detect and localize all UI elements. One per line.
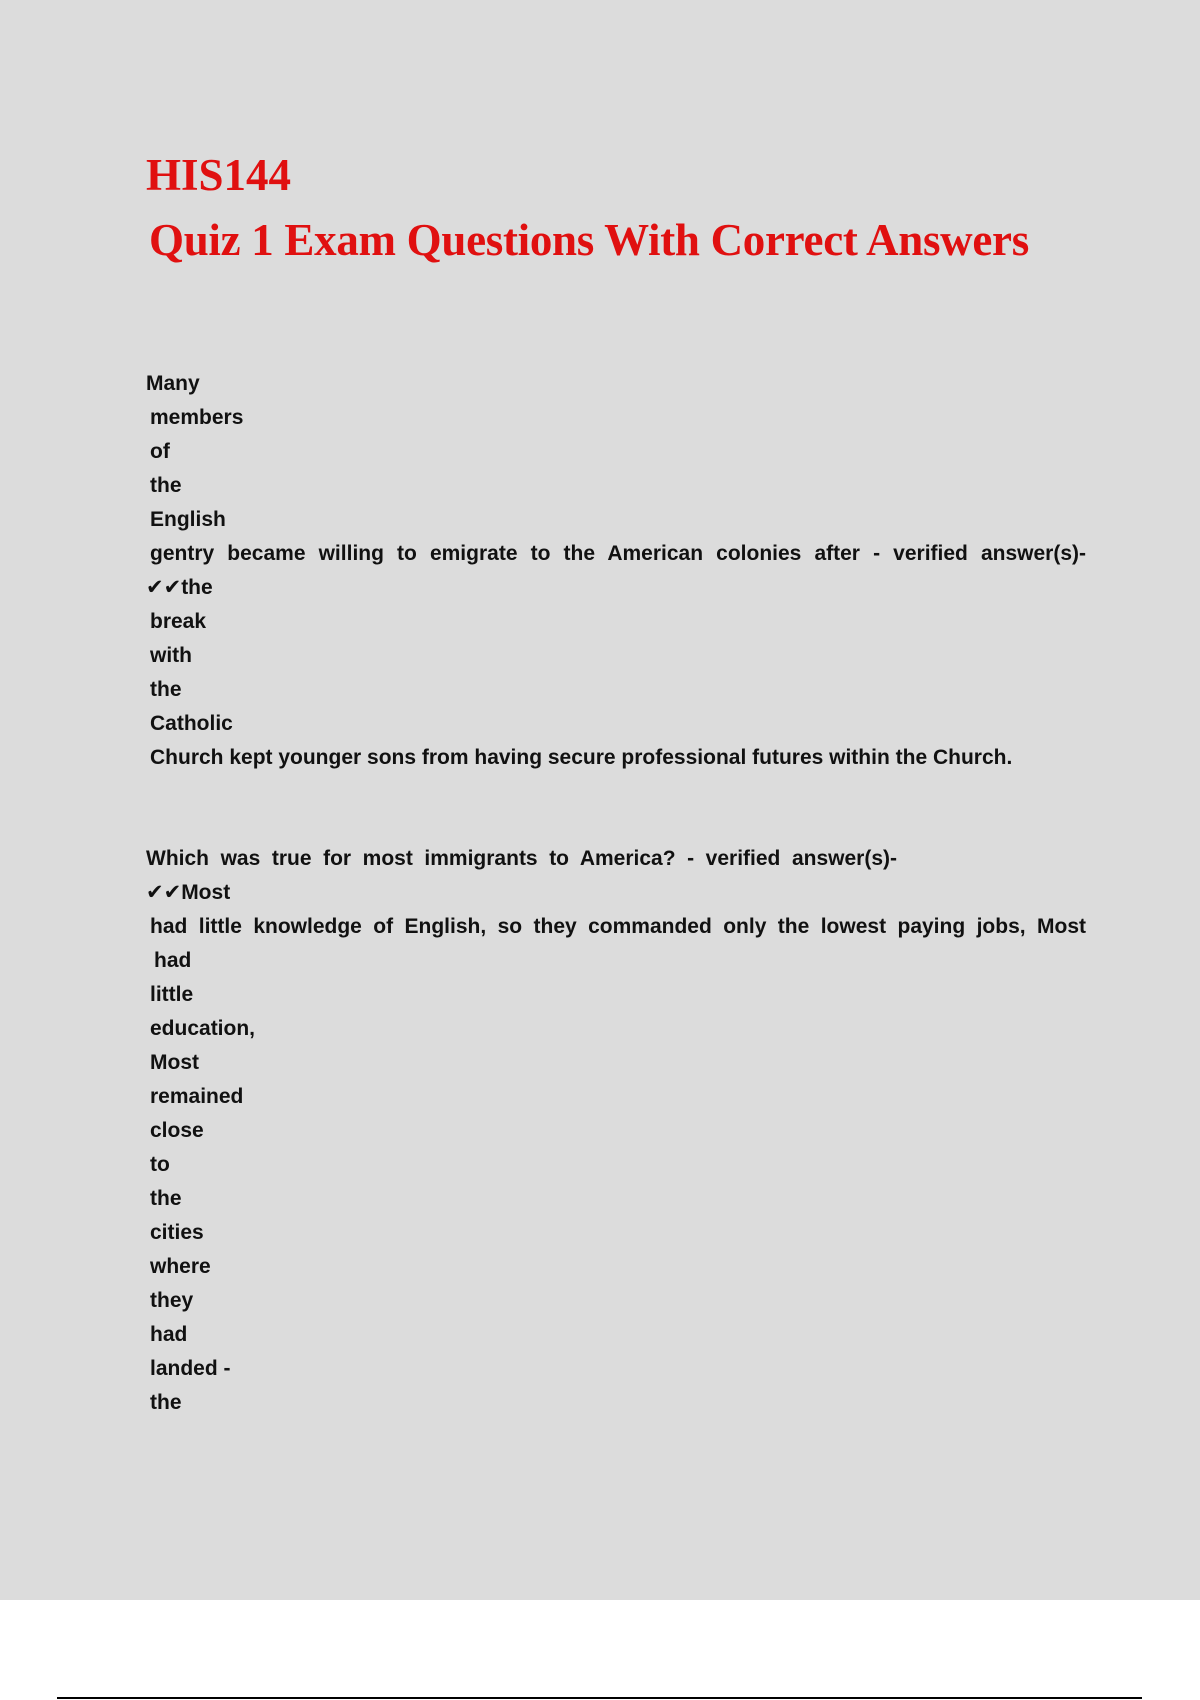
answer-2-line: close xyxy=(150,1119,204,1142)
answer-2-line: had xyxy=(154,949,192,972)
answer-2-line: had little knowledge of English, so they commanded only the lowest paying jobs, Most xyxy=(150,915,1086,938)
question-1-line: Many xyxy=(146,372,200,395)
answer-1-line: ✔✔the xyxy=(146,576,213,599)
course-code-heading: HIS144 xyxy=(146,150,292,200)
answer-2-line: had xyxy=(150,1323,188,1346)
answer-2-line: cities xyxy=(150,1221,204,1244)
answer-1-line: Church kept younger sons from having secure professional futures within the Church. xyxy=(150,746,1013,769)
document-title: Quiz 1 Exam Questions With Correct Answers xyxy=(149,215,1029,265)
answer-2-line: landed - xyxy=(150,1357,231,1380)
question-block-1 xyxy=(146,367,1086,775)
answer-2-line: the xyxy=(150,1391,182,1414)
answer-1-line: with xyxy=(150,644,192,667)
answer-2-line: education, xyxy=(150,1017,256,1040)
answer-2-line: the xyxy=(150,1187,182,1210)
footer-divider xyxy=(57,1697,1142,1699)
question-1-line: members xyxy=(150,406,244,429)
answer-2-line: remained xyxy=(150,1085,244,1108)
question-1-line: of xyxy=(150,440,170,463)
answer-1-line: the xyxy=(150,678,182,701)
answer-2-line: little xyxy=(150,983,194,1006)
answer-2-line: they xyxy=(150,1289,194,1312)
answer-2-line: to xyxy=(150,1153,170,1176)
question-2-line: Which was true for most immigrants to America? - verified answer(s)- xyxy=(146,847,897,870)
question-1-line: the xyxy=(150,474,182,497)
answer-1-line: break xyxy=(150,610,207,633)
answer-2-line: where xyxy=(150,1255,211,1278)
question-1-line: English xyxy=(150,508,226,531)
answer-2-line: ✔✔Most xyxy=(146,881,231,904)
answer-2-line: Most xyxy=(150,1051,199,1074)
answer-1-line: Catholic xyxy=(150,712,233,735)
question-block-2 xyxy=(146,842,1086,1420)
question-1-line: gentry became willing to emigrate to the American colonies after - verified answer(s)- xyxy=(150,542,1086,565)
